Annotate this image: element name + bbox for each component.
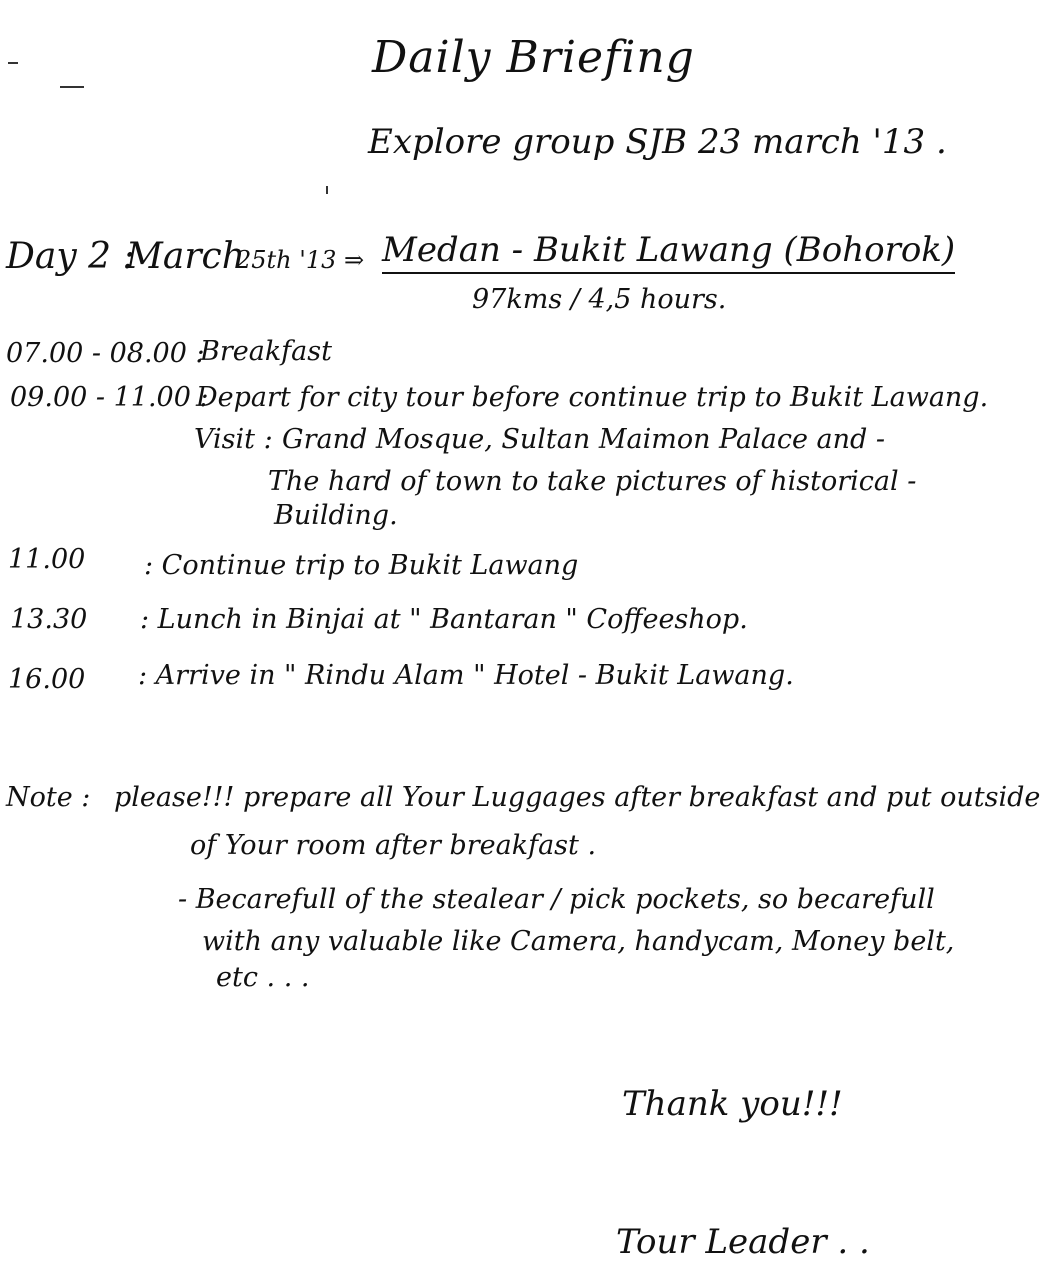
note-line: please!!! prepare all Your Luggages after breakfast and put outside xyxy=(114,782,1040,813)
page-title: Daily Briefing xyxy=(372,32,695,83)
route-distance: 97kms / 4,5 hours. xyxy=(472,284,727,315)
note-label: Note : xyxy=(6,782,91,813)
schedule-time: 11.00 xyxy=(8,544,86,575)
schedule-time: 07.00 - 08.00 : xyxy=(6,338,205,369)
day-date: 25th '13 xyxy=(236,246,337,274)
visit-line: The hard of town to take pictures of historical - xyxy=(268,466,917,497)
arrow-icon: ⇒ xyxy=(344,246,365,274)
schedule-text: : Arrive in " Rindu Alam " Hotel - Bukit Lawang. xyxy=(138,660,794,691)
schedule-text: : Continue trip to Bukit Lawang xyxy=(144,550,579,581)
schedule-time: 16.00 xyxy=(8,664,86,695)
schedule-time: 09.00 - 11.00 : xyxy=(10,382,209,413)
note-line: - Becarefull of the stealear / pick pockets, so becarefull xyxy=(178,884,935,915)
note-line: of Your room after breakfast . xyxy=(190,830,597,861)
note-line: etc . . . xyxy=(216,962,310,993)
signoff-text: Tour Leader . . xyxy=(616,1222,870,1262)
route-title: Medan - Bukit Lawang (Bohorok) xyxy=(382,230,955,274)
schedule-time: 13.30 xyxy=(10,604,88,635)
visit-line: Building. xyxy=(274,500,398,531)
schedule-text: Breakfast xyxy=(200,336,332,367)
scan-mark xyxy=(8,62,18,64)
scan-mark xyxy=(60,86,84,88)
scan-mark xyxy=(326,186,328,194)
visit-line: Grand Mosque, Sultan Maimon Palace and - xyxy=(282,424,885,455)
visit-label: Visit : xyxy=(194,424,273,455)
schedule-text: Depart for city tour before continue trip to Bukit Lawang. xyxy=(196,382,989,413)
day-label: Day 2 : xyxy=(6,236,135,277)
thanks-text: Thank you!!! xyxy=(622,1084,843,1124)
group-subtitle: Explore group SJB 23 march '13 . xyxy=(368,122,947,162)
schedule-text: : Lunch in Binjai at " Bantaran " Coffeeshop. xyxy=(140,604,748,635)
note-line: with any valuable like Camera, handycam, Money belt, xyxy=(202,926,955,957)
day-month: March xyxy=(126,236,245,277)
